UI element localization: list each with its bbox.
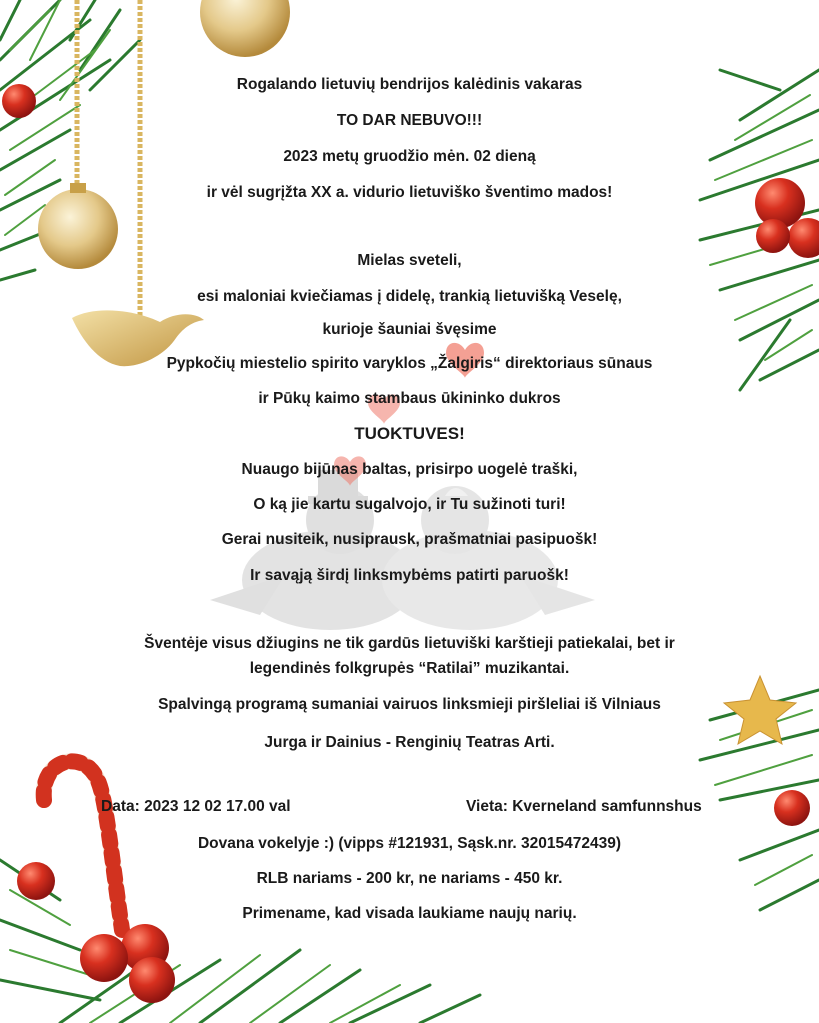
verse-line: Gerai nusiteik, nusiprausk, prašmatniai pasipuošk! <box>221 531 598 548</box>
greeting: Mielas sveteli, <box>357 252 462 269</box>
food-music-line: legendinės folkgrupės “Ratilai” muzikantai. <box>249 660 570 677</box>
program-line: Spalvingą programą sumaniai vairuos linksmieji piršleliai iš Vilniaus <box>158 696 661 713</box>
wedding-word: TUOKTUVES! <box>354 424 465 443</box>
love-birds-illustration <box>210 470 595 630</box>
red-berry-icon <box>129 957 175 1003</box>
event-date-line: 2023 metų gruodžio mėn. 02 dieną <box>283 148 536 165</box>
ornament-ball-icon <box>200 0 290 57</box>
red-berry-icon <box>80 934 128 982</box>
bride-line: ir Pūkų kaimo stambaus ūkininko dukros <box>258 390 561 407</box>
headline: TO DAR NEBUVO!!! <box>336 112 483 129</box>
red-berry-icon <box>756 219 790 253</box>
event-title: Rogalando lietuvių bendrijos kalėdinis vakaras <box>236 76 583 93</box>
gift-info: Dovana vokelyje :) (vipps #121931, Sąsk.nr. 32015472439) <box>197 835 622 852</box>
food-music-line: Šventėje visus džiugins ne tik gardūs lietuviški karštieji patiekalai, bet ir <box>144 635 675 652</box>
membership-reminder: Primename, kad visada laukiame naujų narių. <box>242 905 577 922</box>
invite-line: esi maloniai kviečiamas į didelę, trankią lietuvišką Veselę, <box>197 288 622 305</box>
verse-line: Ir savąją širdį linksmybėms patirti paruošk! <box>250 567 569 584</box>
groom-line: Pypkočių miestelio spirito varyklos „Žalgiris“ direktoriaus sūnaus <box>166 355 653 372</box>
celebrate-line: kurioje šauniai švęsime <box>322 321 497 338</box>
theme-line: ir vėl sugrįžta XX a. vidurio lietuviško šventimo mados! <box>206 184 613 201</box>
price-info: RLB nariams - 200 kr, ne nariams - 450 kr. <box>256 870 563 887</box>
verse-line: Nuaugo bijūnas baltas, prisirpo uogelė traški, <box>241 461 578 478</box>
verse-line: O ką jie kartu sugalvojo, ir Tu sužinoti turi! <box>253 496 566 513</box>
hosts-line: Jurga ir Dainius - Renginių Teatras Arti. <box>264 734 555 751</box>
event-datetime: Data: 2023 12 02 17.00 val <box>101 798 291 815</box>
red-berry-icon <box>774 790 810 826</box>
event-venue: Vieta: Kverneland samfunnshus <box>466 798 702 815</box>
